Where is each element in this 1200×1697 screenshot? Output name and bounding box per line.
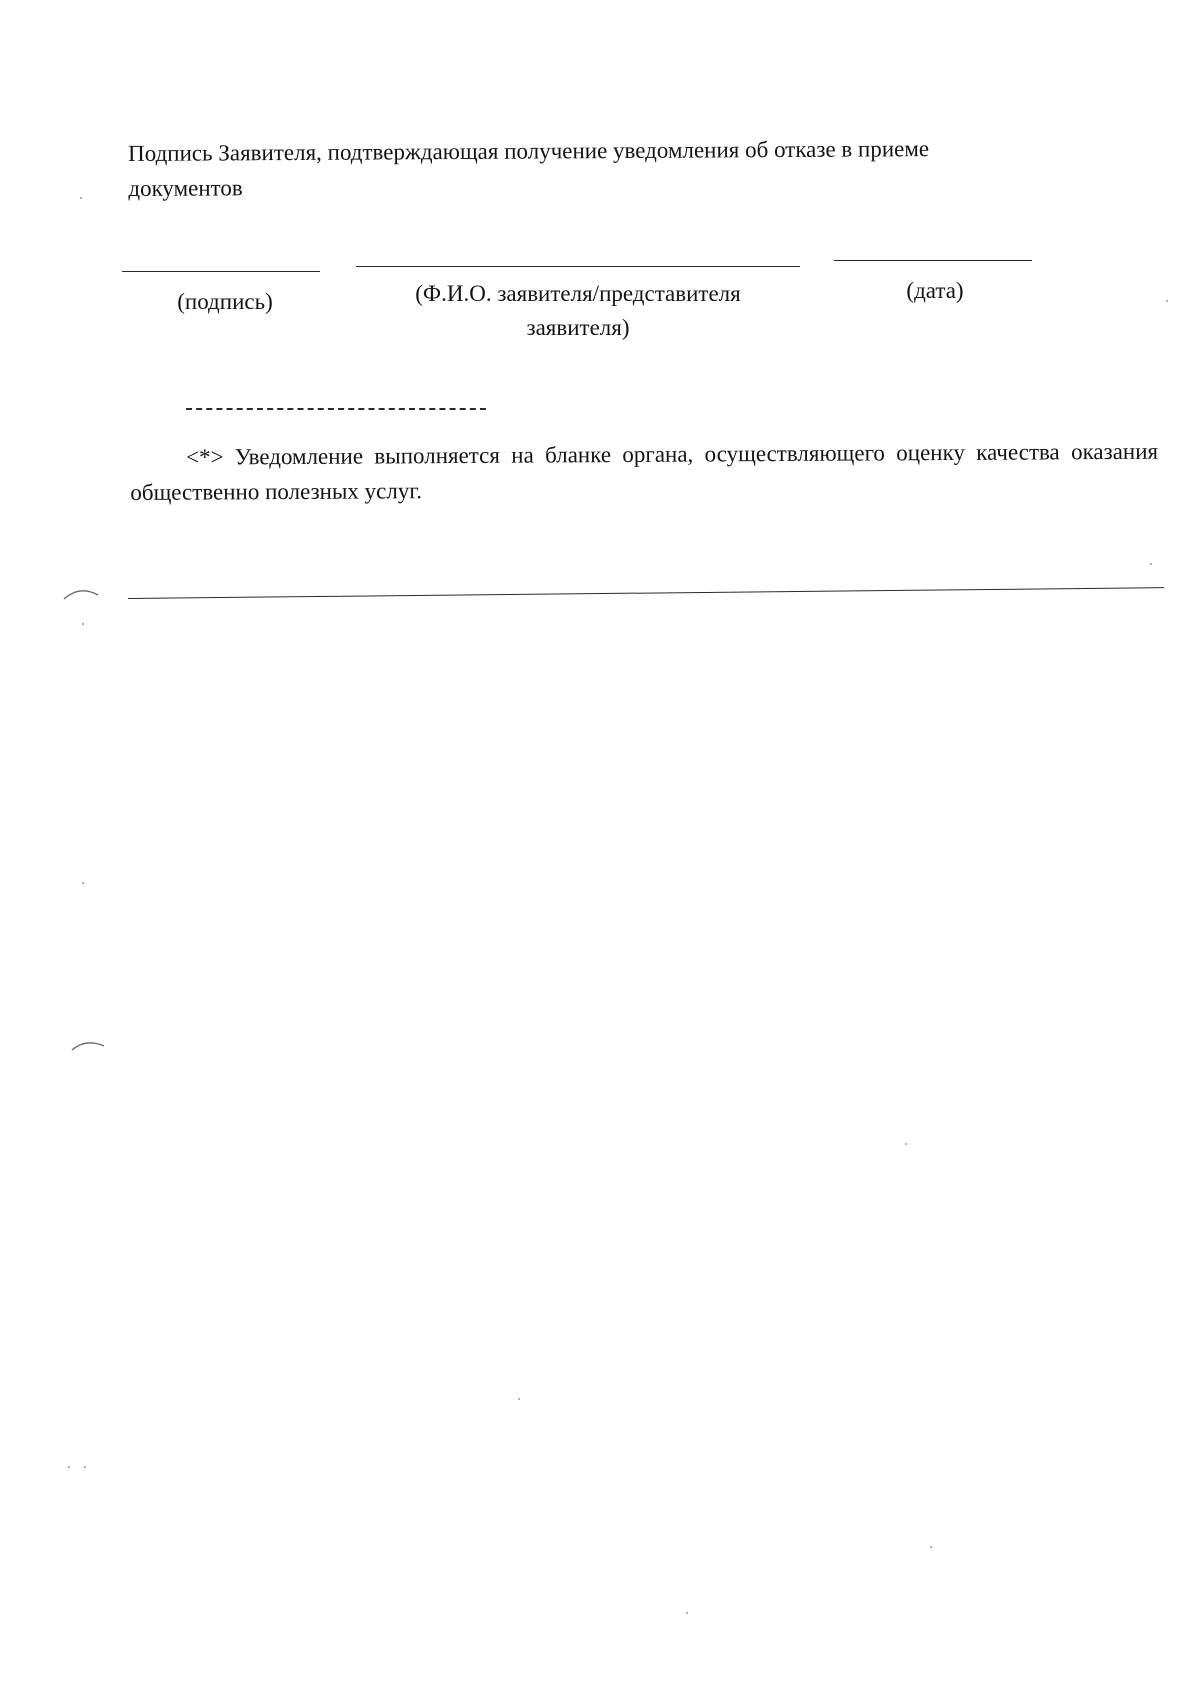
scan-speck: [518, 1398, 520, 1400]
scan-speck: [1166, 300, 1168, 302]
footnote-text: <*> Уведомление выполняется на бланке органа, осуществляющего оценку качества оказания общественно полезных услуг.: [130, 438, 1159, 505]
scan-speck: [84, 1466, 86, 1468]
scan-speck: [930, 1546, 932, 1548]
signature-caption: (подпись): [177, 289, 273, 314]
date-caption: (дата): [906, 278, 964, 303]
scan-speck: [905, 1143, 907, 1145]
footnote-separator: [186, 408, 486, 410]
name-caption-line1: (Ф.И.О. заявителя/представителя: [415, 281, 741, 306]
applicant-signature-statement: Подпись Заявителя, подтверждающая получение уведомления об отказе в приеме документов: [128, 136, 930, 201]
scan-speck: [1150, 563, 1152, 565]
name-caption-line2: заявителя): [526, 315, 630, 340]
scan-speck: [82, 882, 84, 884]
date-line: [834, 260, 1032, 261]
scan-speck: [68, 1466, 70, 1468]
name-line: [356, 266, 800, 267]
scan-speck: [80, 197, 82, 199]
page-rule: [128, 587, 1164, 599]
signature-line: [122, 271, 320, 272]
punch-hole-mark-icon: [70, 1034, 110, 1054]
scan-speck: [686, 1612, 688, 1614]
scan-speck: [82, 623, 84, 625]
punch-hole-mark-icon: [62, 583, 102, 603]
